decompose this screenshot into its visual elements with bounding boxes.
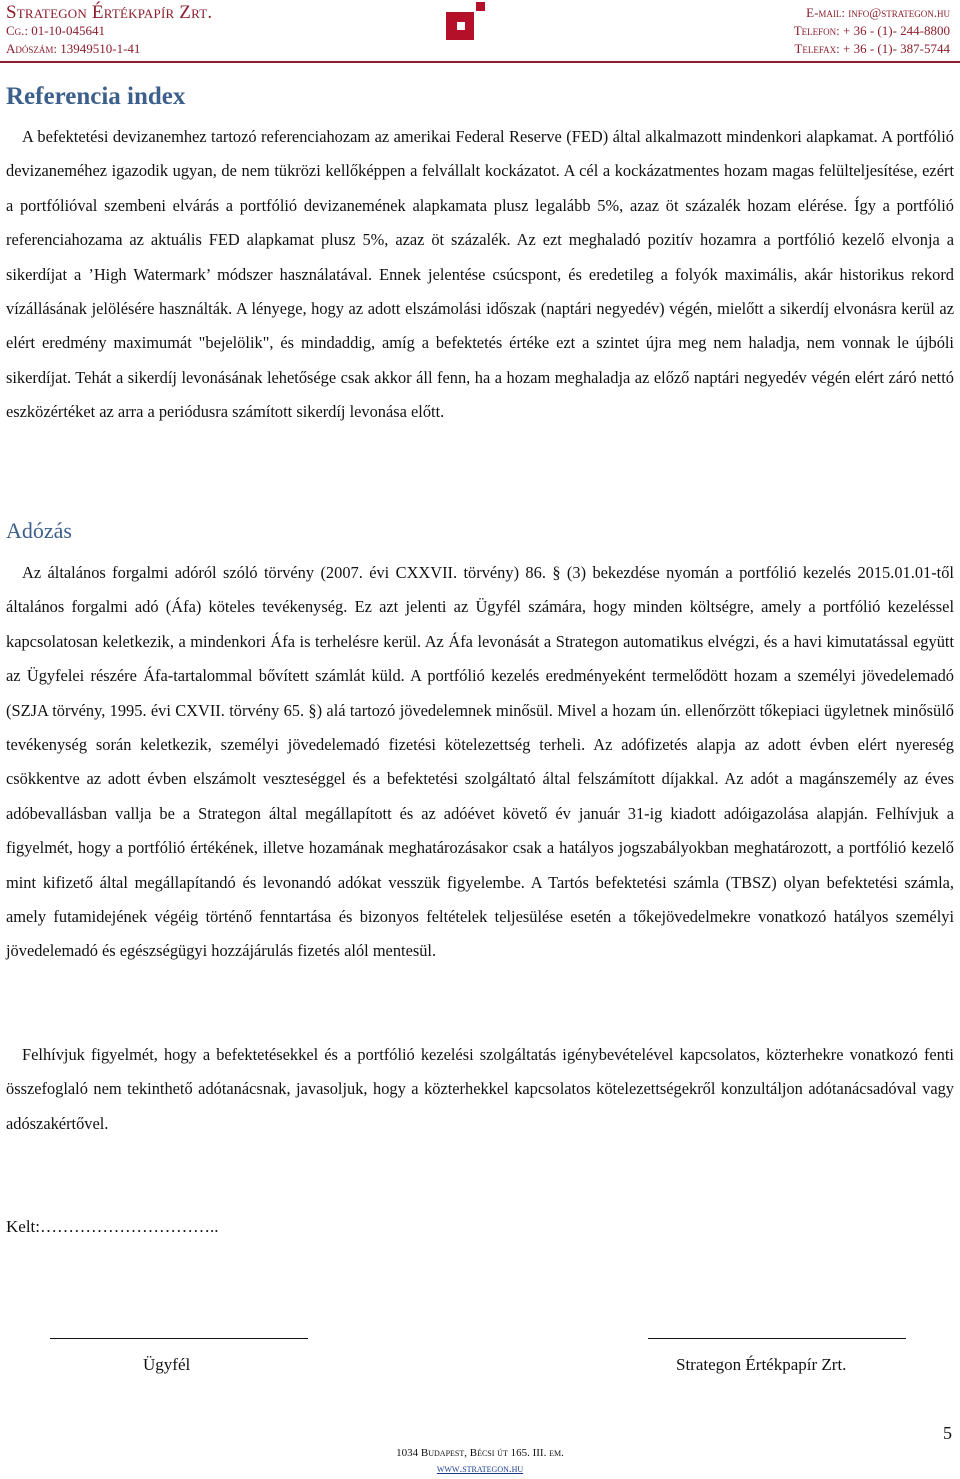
company-registration: Cg.: 01-10-045641 <box>6 23 105 38</box>
date-place-field: Kelt:………………………….. <box>6 1217 219 1236</box>
phone-contact: Telefon: + 36 - (1)- 244-8800 <box>793 23 950 38</box>
section-title-referencia: Referencia index <box>6 83 186 110</box>
paragraph-adozas-1: Az általános forgalmi adóról szóló törvény (2007. évi CXXVII. törvény) 86. § (3) bekezdése nyomán a portfólió kezelés 2015.01.01-től általános forgalmi adó (Áfa) köteles tevékenység. Ez azt jelenti az Ügyfél számára, hogy minden költségre, amely a portfólió kezeléssel kapcsolatosan keletkezik, a mindenkori Áfa is terhelésre kerül. Az Áfa levonását a Strategon automatikus elvégzi, és a havi kimutatással együtt az Ügyfelei részére Áfa-tartalommal bővített számlát küld. A portfólió kezelés eredményeként termelődött hozam a személyi jövedelemadó (SZJA törvény, 1995. évi CXVII. törvény 65. §) alá tartozó jövedelemnek minősül. Mivel a hozam ún. ellenőrzött tőkepiaci ügyletnek minősülő tevékenység során keletkezik, személyi jövedelemadó fizetési kötelezettség terheli. Az adófizetés alapja az adott évben elért nyereség csökkentve az adott évben elszámolt veszteséggel és a befektetési szolgáltató által felszámított díjakkal. Az adót a magánszemély az éves adóbevallásban vallja be a Strategon által megállapított és az adóévet követő év január 31-ig kiadott adóigazolása alapján. Felhívjuk a figyelmét, hogy a portfólió értékének, illetve hozamának meghatározásakor csak a hatályos jogszabályokban meghatározott, a portfólió kezelő mint kifizető által megállapítandó és levonandó adókat vesszük figyelembe. A Tartós befektetési számla (TBSZ) olyan befektetési számla, amely futamidejének végéig történő fenntartása és bizonyos feltételek teljesülése esetén a tőkejövedelmekre vonatkozó hatályos személyi jövedelemadó és egészségügyi hozzájárulás fizetés alól mentesül. <box>6 563 954 961</box>
company-signature-label: Strategon Értékpapír Zrt. <box>676 1355 847 1374</box>
email-contact: E-mail: info@strategon.hu <box>806 5 950 20</box>
header-divider <box>0 61 960 63</box>
page-number: 5 <box>943 1423 952 1443</box>
section-title-adozas: Adózás <box>6 518 72 543</box>
paragraph-adozas-2: Felhívjuk figyelmét, hogy a befektetésekkel és a portfólió kezelési szolgáltatás igénybevételével kapcsolatos, közterhekre vonatkozó fenti összefoglaló nem tekinthető adótanácsnak, javasoljuk, hogy a közterhekkel kapcsolatos kötelezettségekről konzultáljon adótanácsadóval vagy adószakértővel. <box>6 1045 954 1133</box>
client-signature-line <box>50 1338 308 1339</box>
client-signature-label: Ügyfél <box>143 1355 191 1374</box>
tax-number: Adószám: 13949510-1-41 <box>6 41 141 56</box>
fax-contact: Telefax: + 36 - (1)- 387-5744 <box>794 41 950 56</box>
company-signature-line <box>648 1338 906 1339</box>
strategon-logo-icon <box>446 2 486 40</box>
company-name: Strategon Értékpapír Zrt. <box>6 2 213 23</box>
letterhead-left <box>6 4 212 58</box>
paragraph-referencia: A befektetési devizanemhez tartozó referenciahozam az amerikai Federal Reserve (FED) által alkalmazott mindenkori alapkamat. A portfólió devizaneméhez igazodik ugyan, de nem tükrözi kellőképpen a felvállalt kockázatot. A cél a kockázatmentes hozam magas felülteljesítése, ezért a portfólióval szembeni elvárás a portfólió devizanemének alapkamata plusz legalább 5%, azaz öt százalék hozam elérése. Így a portfólió referenciahozama az aktuális FED alapkamat plusz 5%, azaz öt százalék. Az ezt meghaladó pozitív hozamra a portfólió kezelő elvonja a sikerdíjat a ’High Watermark’ módszer használatával. Ennek jelentése csúcspont, és eredetileg a folyók maximális, akár historikus rekord vízállásának jelölésére használták. A lényege, hogy az adott elszámolási időszak (naptári negyedév) végén, mielőtt a sikerdíj elvonásra kerül az elért eredmény maximumát "bejelölik", és mindaddig, amíg a befektetés értéke ezt a szintet újra meg nem haladja, nem vonnak le újbóli sikerdíjat. Tehát a sikerdíj levonásának lehetősége csak akkor áll fenn, ha a hozam meghaladja az előző naptári negyedév végén elért záró nettó eszközértéket az arra a periódusra számított sikerdíj levonása előtt. <box>6 127 954 422</box>
footer-website-link[interactable]: www.strategon.hu <box>436 1463 524 1475</box>
footer-address: 1034 Budapest, Bécsi út 165. III. em. <box>396 1447 564 1459</box>
letterhead-right <box>794 4 950 58</box>
